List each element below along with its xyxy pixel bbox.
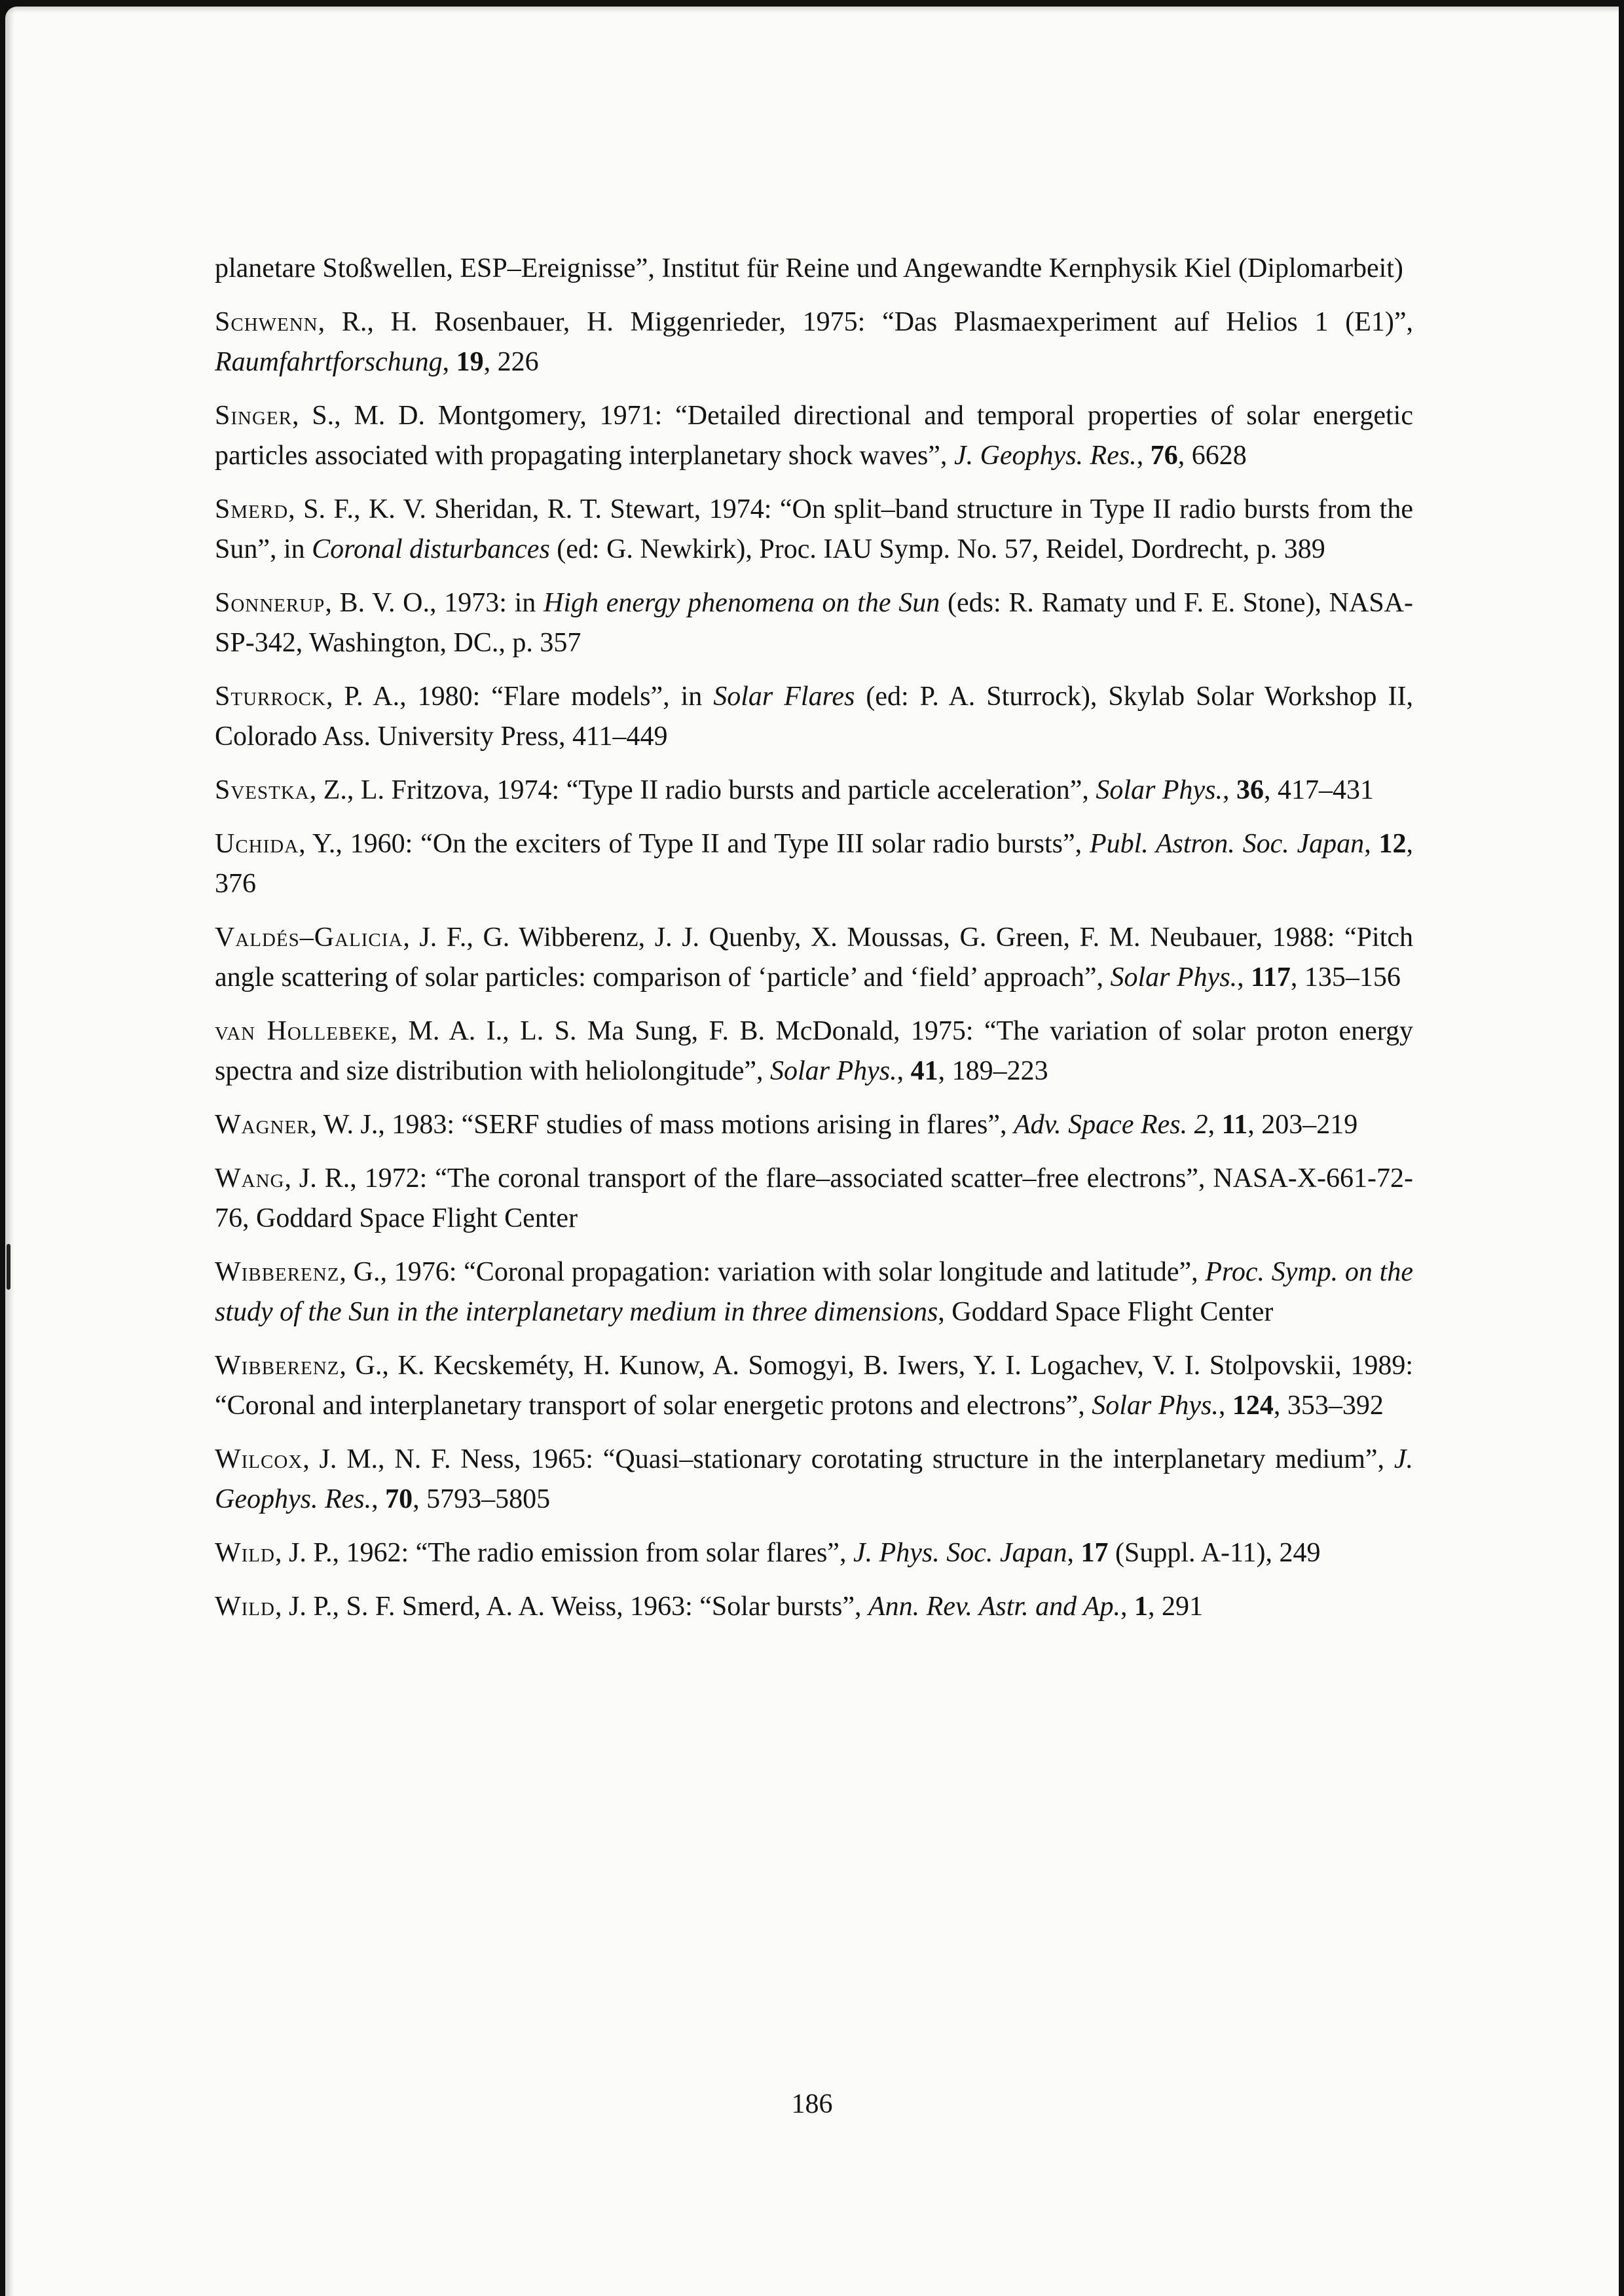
reference-author: Wang: [215, 1163, 285, 1194]
reference-text: , W. J., 1983: “SERF studies of mass motions arising in flares”,: [310, 1110, 1014, 1140]
reference-text: , G., 1976: “Coronal propagation: variation with solar longitude and latitude”,: [339, 1257, 1206, 1287]
reference-text: , 6628: [1177, 441, 1247, 471]
reference-text: , B. V. O., 1973: in: [325, 588, 544, 618]
reference-text: , Goddard Space Flight Center: [938, 1297, 1274, 1327]
reference-text: , S. F., K. V. Sheridan, R. T. Stewart, 1974: “On split–band structure in Type II radio bursts from the Sun”, in: [215, 494, 1413, 564]
ref-wagner: [215, 1105, 1413, 1145]
ref-wild-1962: [215, 1533, 1413, 1573]
reference-author: Valdés–Galicia: [215, 922, 403, 953]
reference-author: Wibberenz: [215, 1257, 340, 1287]
reference-text: , 189–223: [938, 1056, 1048, 1086]
reference-text: , R., H. Rosenbauer, H. Miggenrieder, 1975: “Das Plasmaexperiment auf Helios 1 (E1)”,: [318, 307, 1413, 337]
reference-text: ,: [1223, 775, 1237, 805]
scan-edge-shadow-left: [5, 7, 14, 2296]
reference-journal: Solar Phys.: [1092, 1391, 1219, 1421]
reference-author: Wagner: [215, 1110, 310, 1140]
reference-journal: Solar Phys.: [1096, 775, 1223, 805]
reference-author: Wibberenz: [215, 1351, 340, 1381]
page-number: 186: [791, 2089, 833, 2119]
ref-smerd: [215, 490, 1413, 570]
reference-text: planetare Stoßwellen, ESP–Ereignisse”, Institut für Reine und Angewandte Kernphysik Kiel (Diplomarbeit): [215, 253, 1403, 283]
reference-text: (eds: R. Ramaty und F. E. Stone), NASA-SP-342, Washington, DC., p. 357: [215, 588, 1414, 658]
reference-author: Smerd: [215, 494, 289, 524]
reference-text: , S., M. D. Montgomery, 1971: “Detailed directional and temporal properties of solar energetic particles associated with propagating interplanetary shock waves”,: [215, 401, 1413, 471]
reference-journal: Coronal disturbances: [312, 534, 550, 564]
scan-edge-shadow-top: [5, 7, 1619, 13]
reference-text: , P. A., 1980: “Flare models”, in: [325, 682, 714, 712]
reference-text: , J. F., G. Wibberenz, J. J. Quenby, X. Moussas, G. Green, F. M. Neubauer, 1988: “Pitch angle scattering of solar particles: comparison of ‘particle’ and ‘field’ approach”,: [215, 922, 1413, 993]
ref-wibberenz-1989: [215, 1346, 1413, 1426]
ref-uchida: [215, 824, 1413, 904]
reference-text: , 226: [483, 347, 539, 377]
reference-volume: 76: [1150, 441, 1178, 471]
reference-author: Sonnerup: [215, 588, 325, 618]
reference-text: ,: [1067, 1538, 1081, 1568]
ref-continuation: [215, 249, 1413, 289]
ref-wibberenz-1976: [215, 1252, 1413, 1332]
reference-text: , J. P., 1962: “The radio emission from solar flares”,: [274, 1538, 853, 1568]
reference-text: , J. R., 1972: “The coronal transport of the flare–associated scatter–free electrons”, NASA-X-661-72-76, Goddard Space Flight Center: [215, 1163, 1413, 1233]
reference-volume: 117: [1251, 962, 1291, 993]
reference-text: , Z., L. Fritzova, 1974: “Type II radio bursts and particle acceleration”,: [309, 775, 1096, 805]
reference-volume: 36: [1236, 775, 1264, 805]
reference-text: , Y., 1960: “On the exciters of Type II and Type III solar radio bursts”,: [299, 829, 1090, 859]
reference-text: (Suppl. A-11), 249: [1108, 1538, 1321, 1568]
reference-author: Singer: [215, 401, 292, 431]
reference-text: (ed: G. Newkirk), Proc. IAU Symp. No. 57, Reidel, Dordrecht, p. 389: [549, 534, 1325, 564]
reference-journal: High energy phenomena on the Sun: [544, 588, 940, 618]
reference-text: , 376: [215, 829, 1413, 899]
reference-text: (ed: P. A. Sturrock), Skylab Solar Workshop II, Colorado Ass. University Press, 411–449: [215, 682, 1413, 752]
reference-volume: 41: [910, 1056, 938, 1086]
ref-wilcox: [215, 1440, 1413, 1520]
reference-text: , J. P., S. F. Smerd, A. A. Weiss, 1963: “Solar bursts”,: [274, 1592, 869, 1622]
reference-volume: 19: [456, 347, 484, 377]
reference-journal: Ann. Rev. Astr. and Ap.: [868, 1592, 1121, 1622]
reference-journal: Solar Phys.: [769, 1056, 897, 1086]
scan-margin-mark: [7, 1244, 10, 1290]
reference-journal: Adv. Space Res. 2: [1014, 1110, 1208, 1140]
ref-schwenn: [215, 302, 1413, 382]
reference-text: , M. A. I., L. S. Ma Sung, F. B. McDonald, 1975: “The variation of solar proton energy spectra and size distribution with heliolongitude”,: [215, 1016, 1413, 1086]
reference-author: Wild: [215, 1538, 275, 1568]
reference-text: , 417–431: [1264, 775, 1375, 805]
reference-author: Schwenn: [215, 307, 318, 337]
reference-text: ,: [1136, 441, 1151, 471]
reference-text: , 5793–5805: [413, 1484, 551, 1514]
reference-journal: J. Geophys. Res.: [953, 441, 1137, 471]
ref-sonnerup: [215, 583, 1413, 663]
reference-journal: Solar Flares: [713, 682, 855, 712]
reference-text: ,: [1364, 829, 1379, 859]
ref-van-hollebeke: [215, 1011, 1413, 1091]
reference-author: Wilcox: [215, 1444, 303, 1474]
reference-author: Uchida: [215, 829, 299, 859]
reference-text: ,: [1218, 1391, 1232, 1421]
ref-wang: [215, 1159, 1413, 1239]
reference-journal: Proc. Symp. on the study of the Sun in the interplanetary medium in three dimensions: [215, 1257, 1413, 1327]
reference-text: , 353–392: [1273, 1391, 1384, 1421]
reference-volume: 70: [385, 1484, 413, 1514]
reference-volume: 1: [1134, 1592, 1149, 1622]
reference-volume: 11: [1221, 1110, 1248, 1140]
ref-wild-1963: [215, 1587, 1413, 1627]
reference-text: , 291: [1148, 1592, 1204, 1622]
reference-volume: 124: [1232, 1391, 1274, 1421]
reference-text: ,: [1120, 1592, 1135, 1622]
reference-text: , 135–156: [1290, 962, 1401, 993]
ref-valdes-galicia: [215, 918, 1413, 998]
reference-author: van Hollebeke: [215, 1016, 391, 1046]
ref-sturrock: [215, 677, 1413, 757]
reference-text: , J. M., N. F. Ness, 1965: “Quasi–stationary corotating structure in the interplanetary medium”,: [303, 1444, 1394, 1474]
reference-text: ,: [896, 1056, 911, 1086]
reference-journal: Solar Phys.: [1110, 962, 1238, 993]
reference-text: ,: [371, 1484, 386, 1514]
reference-text: ,: [1237, 962, 1251, 993]
ref-singer: [215, 396, 1413, 476]
reference-author: Svestka: [215, 775, 310, 805]
reference-volume: 17: [1080, 1538, 1109, 1568]
reference-list: [215, 249, 1413, 1641]
reference-volume: 12: [1378, 829, 1407, 859]
reference-journal: Raumfahrtforschung: [215, 347, 443, 377]
ref-svestka: [215, 771, 1413, 811]
reference-text: , G., K. Kecskeméty, H. Kunow, A. Somogyi, B. Iwers, Y. I. Logachev, V. I. Stolpovskii, 1989: “Coronal and interplanetary transport of solar energetic protons and electrons”,: [215, 1351, 1413, 1421]
reference-journal: Publ. Astron. Soc. Japan: [1089, 829, 1365, 859]
reference-text: ,: [442, 347, 456, 377]
reference-text: , 203–219: [1247, 1110, 1358, 1140]
reference-author: Sturrock: [215, 682, 326, 712]
reference-journal: J. Geophys. Res.: [215, 1444, 1413, 1514]
reference-journal: J. Phys. Soc. Japan: [853, 1538, 1067, 1568]
reference-text: ,: [1208, 1110, 1222, 1140]
reference-author: Wild: [215, 1592, 275, 1622]
